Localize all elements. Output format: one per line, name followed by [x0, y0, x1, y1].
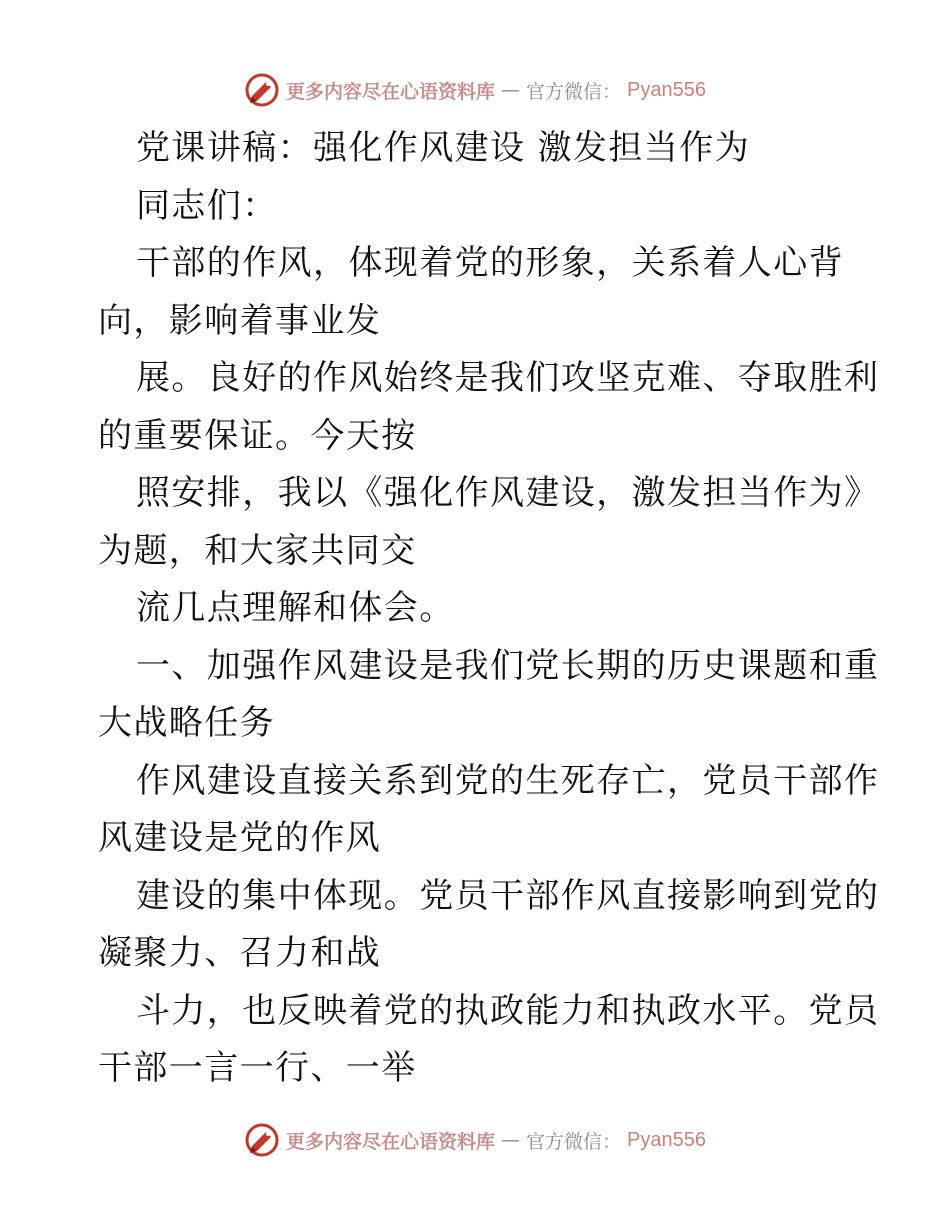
text-line: 党课讲稿：强化作风建设 激发担当作为: [136, 128, 751, 168]
text-line: 同志们：: [136, 185, 278, 226]
footer-watermark: [0, 1122, 950, 1158]
text-line: 凝聚力、召力和战: [98, 933, 382, 973]
text-line: 展。良好的作风始终是我们攻坚克难、夺取胜利: [136, 358, 880, 398]
text-line: 向，影响着事业发: [98, 300, 382, 341]
text-line: 干部的作风，体现着党的形象，关系着人心背: [136, 243, 844, 283]
pen-logo-icon: [244, 72, 280, 108]
watermark-contact-id: Pyan556: [627, 78, 706, 101]
text-line: 流几点理解和体会。: [136, 588, 455, 628]
text-line: 的重要保证。今天按: [98, 415, 417, 456]
text-line: 为题，和大家共同交: [98, 530, 417, 571]
text-line: 作风建设直接关系到党的生死存亡，党员干部作: [136, 760, 880, 801]
watermark-contact-label: 官方微信：: [526, 80, 622, 103]
header-watermark: [0, 72, 950, 108]
watermark-separator: —: [501, 1129, 521, 1151]
text-line: 大战略任务: [98, 703, 275, 743]
text-line: 建设的集中体现。党员干部作风直接影响到党的: [136, 875, 880, 916]
watermark-site-text: 更多内容尽在心语资料库: [286, 80, 496, 103]
watermark-separator: —: [501, 79, 521, 101]
text-line: 一、加强作风建设是我们党长期的历史课题和重: [136, 645, 880, 686]
text-line: 照安排，我以《强化作风建设，激发担当作为》: [136, 473, 880, 513]
text-line: 风建设是党的作风: [98, 818, 382, 858]
watermark-site-text: 更多内容尽在心语资料库: [286, 1130, 496, 1153]
text-line: 干部一言一行、一举: [98, 1048, 417, 1088]
watermark-contact-label: 官方微信：: [526, 1130, 622, 1153]
pen-logo-icon: [244, 1122, 280, 1158]
watermark-contact-id: Pyan556: [627, 1128, 706, 1151]
text-line: 斗力，也反映着党的执政能力和执政水平。党员: [136, 990, 880, 1031]
document-body: [98, 120, 880, 1098]
